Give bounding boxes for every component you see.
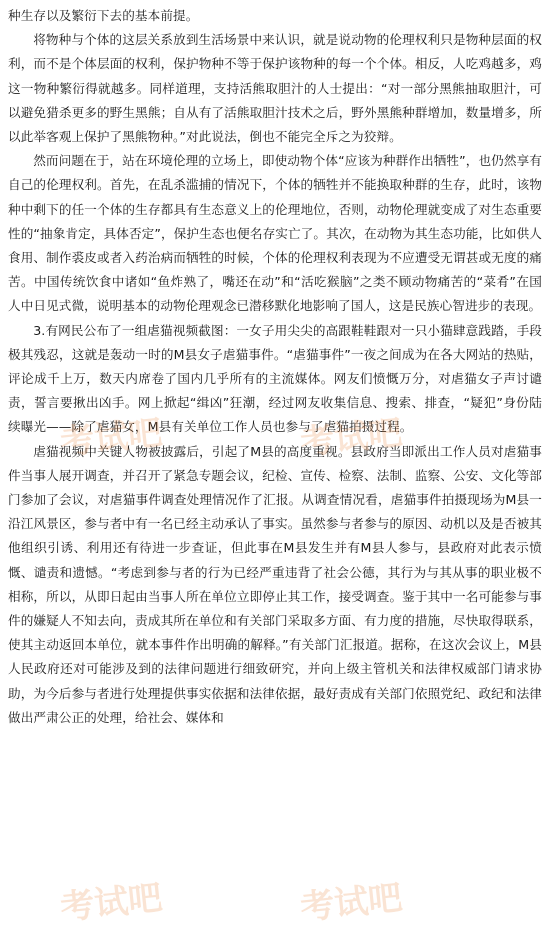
watermark-logo: 考试吧: [58, 412, 165, 464]
watermark-logo: 考试吧: [298, 412, 405, 464]
watermark-logo: 考试吧: [298, 877, 405, 929]
watermark-logo: 考试吧: [58, 877, 165, 929]
paragraph-species-rights: 将物种与个体的这层关系放到生活场景中来认识，就是说动物的伦理权利只是物种层面的权利，而不是个体层面的权利，保护物种不等于保护该物种的每一个个体。相反，人吃鸡越多，鸡这一物种繁衍得就越多。同样道理，支持活熊取胆汁的人士提出：“对一部分黑熊抽取胆汁，可以避免猎杀更多的野生黑熊；自从有了活熊取胆汁技术之后，野外黑熊种群增加，数量增多，所以此举客观上保护了黑熊物种。”对此说法，倒也不能完全斥之为狡辩。: [8, 32, 542, 145]
paragraph-continuation: 种生存以及繁衍下去的基本前提。: [8, 8, 199, 23]
paragraph-environmental-ethics: 然而问题在于，站在环境伦理的立场上，即使动物个体“应该为种群作出牺牲”，也仍然享有自己的伦理权利。首先，在乱杀滥捕的情况下，个体的牺牲并不能换取种群的生存，此时，该物种中剩下的任一个体的生存都具有生态意义上的伦理地位，否则，动物伦理就变成了对生态重要性的“抽象肯定，具体否定”，保护生态也便名存实亡了。其次，在动物为其生态功能，比如供人食用、制作裘皮或者入药治病而牺牲的时候，个体的伦理权利表现为不应遭受无谓甚或无度的痛苦。中国传统饮食中诸如“鱼炸熟了，嘴还在动”和“活吃猴脑”之类不顾动物痛苦的“菜肴”在国人中日见式微，说明基本的动物伦理观念已潜移默化地影响了国人，这是民族心智进步的表现。: [8, 153, 542, 314]
paragraph-county-response: 虐猫视频中关键人物被披露后，引起了M县的高度重视。县政府当即派出工作人员对虐猫事件当事人展开调查，并召开了紧急专题会议，纪检、宣传、检察、法制、监察、公安、文化等部门参加了会议，对虐猫事件调查处理情况作了汇报。从调查情况看，虐猫事件拍摄现场为M县一沿江风景区，参与者中有一名已经主动承认了事实。虽然参与者参与的原因、动机以及是否被其他组织引诱、利用还有待进一步查证，但此事在M县发生并有M县人参与，县政府对此表示愤慨、谴责和遗憾。“考虑到参与者的行为已经严重违背了社会公德，其行为与其从事的职业极不相称，所以，从即日起由当事人所在单位立即停止其工作，接受调查。鉴于其中一名可能参与事件的嫌疑人不知去向，责成其所在单位和有关部门采取多方面、有力度的措施，尽快取得联系，使其主动返回本单位，就本事件作出明确的解释。”有关部门汇报道。据称，在这次会议上，M县人民政府还对可能涉及到的法律问题进行细致研究，并向上级主管机关和法律权威部门请求协助，为今后参与者进行处理提供事实依据和法律依据，最好责成有关部门依照党纪、政纪和法律做出严肃公正的处理，给社会、媒体和: [8, 443, 542, 725]
paragraph-cat-abuse-event: 3.有网民公布了一组虐猫视频截图：一女子用尖尖的高跟鞋鞋跟对一只小猫肆意践踏，手段极其残忍，这就是轰动一时的M县女子虐猫事件。“虐猫事件”一夜之间成为在各大网站的热贴，评论成千上万，数天内席卷了国内几乎所有的主流媒体。网友们愤慨万分，对虐猫女子声讨谴责，誓言要揪出凶手。网上掀起“缉凶”狂潮，经过网友收集信息、搜索、排查，“疑犯”身份陆续曝光——除了虐猫女，M县有关单位工作人员也参与了虐猫拍摄过程。: [8, 322, 542, 435]
